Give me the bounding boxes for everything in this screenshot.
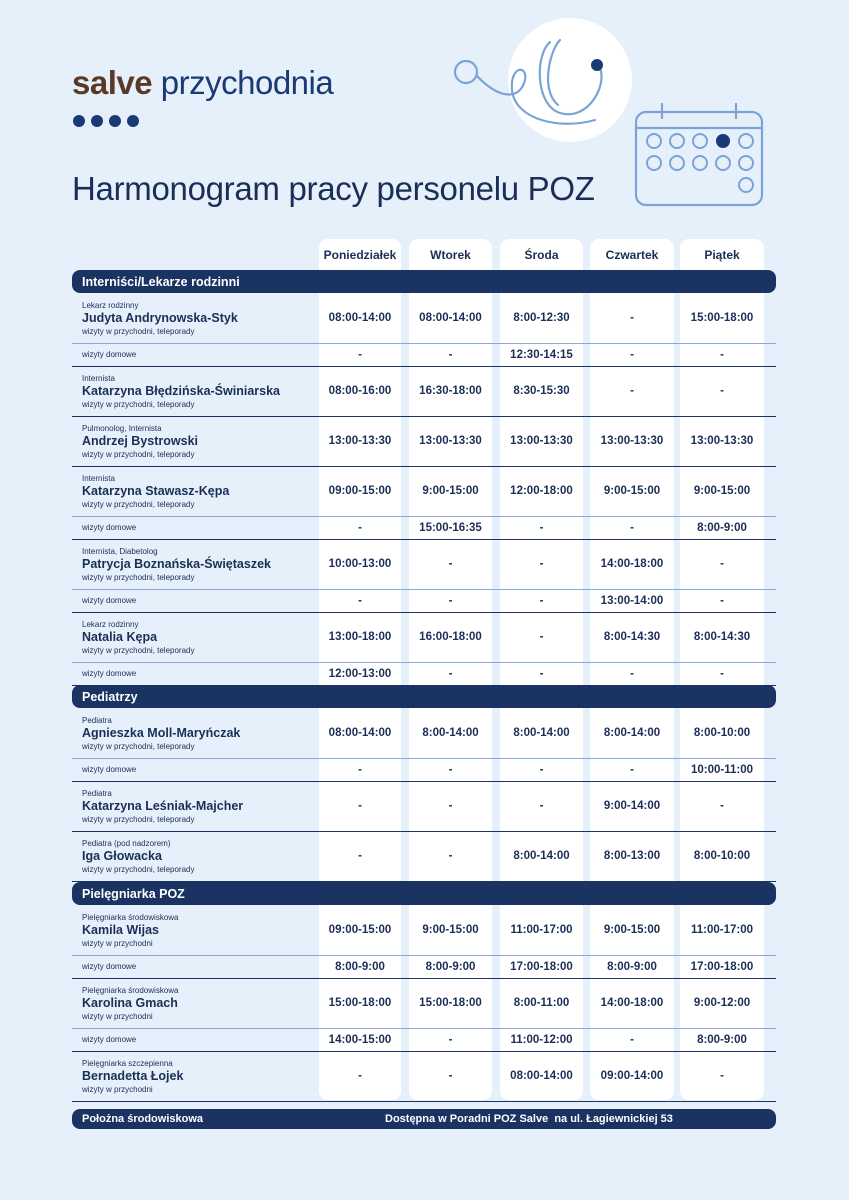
staff-row <box>72 416 776 467</box>
staff-info <box>82 831 195 881</box>
logo-part2: przychodnia <box>160 64 334 101</box>
visit-type: wizyty w przychodni, teleporady <box>82 499 195 509</box>
staff-row <box>72 366 776 417</box>
staff-row <box>72 1051 776 1102</box>
home-hours-cell: - <box>448 1033 453 1046</box>
hours-cell: - <box>720 558 724 570</box>
home-hours-cell: - <box>448 667 453 680</box>
home-visit-row <box>72 589 776 613</box>
day-header: Wtorek <box>430 248 471 262</box>
home-hours-cell: 15:00-16:35 <box>419 521 482 534</box>
home-hours-cell: - <box>358 348 362 361</box>
staff-row <box>72 466 776 517</box>
home-hours-cell: 8:00-9:00 <box>697 1033 747 1046</box>
home-hours-cell: - <box>630 667 634 680</box>
home-hours-cell: 8:00-9:00 <box>697 521 747 534</box>
page-title: Harmonogram pracy personelu POZ <box>72 170 595 207</box>
hours-cell: 8:00-10:00 <box>693 727 751 739</box>
staff-name: Judyta Andrynowska-Styk <box>82 310 238 325</box>
staff-info <box>82 416 198 466</box>
visit-type: wizyty w przychodni, teleporady <box>82 645 195 655</box>
hours-cell: 13:00-13:30 <box>419 435 482 447</box>
staff-info <box>82 539 271 589</box>
home-visit-label: wizyty domowe <box>82 1035 137 1044</box>
home-hours-cell: - <box>358 594 362 607</box>
staff-info <box>82 781 243 831</box>
staff-row <box>72 612 776 663</box>
staff-row <box>72 781 776 832</box>
staff-row <box>72 708 776 759</box>
home-hours-cell: - <box>630 1033 634 1046</box>
hours-cell: 08:00-14:00 <box>328 727 392 739</box>
staff-role: Pediatra <box>82 788 112 798</box>
hours-cell: 8:00-14:30 <box>603 631 661 643</box>
home-hours-cell: 12:00-13:00 <box>328 667 392 680</box>
home-hours-cell: - <box>630 763 634 776</box>
hours-cell: - <box>630 385 634 397</box>
home-visit-label: wizyty domowe <box>82 350 137 359</box>
staff-role: Pielęgniarka środowiskowa <box>82 985 179 995</box>
home-hours-cell: 8:00-9:00 <box>335 960 385 973</box>
visit-type: wizyty w przychodni, teleporady <box>82 449 195 459</box>
home-hours-cell: - <box>630 521 634 534</box>
hours-cell: 09:00-14:00 <box>600 1070 664 1082</box>
day-header: Piątek <box>704 248 740 262</box>
hours-cell: 8:00-14:30 <box>693 631 751 643</box>
day-header: Środa <box>524 248 559 262</box>
hours-cell: - <box>539 800 544 812</box>
home-hours-cell: 17:00-18:00 <box>690 960 754 973</box>
hours-cell: 16:00-18:00 <box>419 631 482 643</box>
hours-cell: 09:00-15:00 <box>328 485 392 497</box>
staff-name: Iga Głowacka <box>82 848 162 863</box>
hours-cell: 9:00-15:00 <box>422 924 479 936</box>
footer-bar <box>72 1109 776 1129</box>
hours-cell: - <box>448 558 453 570</box>
staff-role: Lekarz rodzinny <box>82 619 139 629</box>
home-hours-cell: 8:00-9:00 <box>607 960 657 973</box>
home-hours-cell: 8:00-9:00 <box>425 960 476 973</box>
hours-cell: - <box>448 1070 453 1082</box>
section-header: Pediatrzy <box>72 685 776 708</box>
home-hours-cell: 10:00-11:00 <box>690 763 754 776</box>
hours-cell: 9:00-15:00 <box>603 924 661 936</box>
home-hours-cell: 13:00-14:00 <box>600 594 664 607</box>
staff-role: Pielęgniarka środowiskowa <box>82 912 179 922</box>
staff-info <box>82 293 238 343</box>
home-hours-cell: - <box>539 521 544 534</box>
home-visit-row <box>72 1028 776 1052</box>
hours-cell: 14:00-18:00 <box>600 558 664 570</box>
staff-name: Natalia Kępa <box>82 629 158 644</box>
day-header: Czwartek <box>605 248 659 262</box>
home-visit-row <box>72 516 776 540</box>
hours-cell: 8:30-15:30 <box>513 385 570 397</box>
visit-type: wizyty w przychodni <box>82 1011 153 1021</box>
staff-role: Pediatra (pod nadzorem) <box>82 838 171 848</box>
staff-info <box>82 905 179 955</box>
hours-cell: - <box>720 385 724 397</box>
visit-type: wizyty w przychodni, teleporady <box>82 572 195 582</box>
staff-role: Internista <box>82 473 115 483</box>
home-hours-cell: 12:30-14:15 <box>510 348 573 361</box>
hours-cell: 8:00-11:00 <box>513 997 570 1009</box>
visit-type: wizyty w przychodni, teleporady <box>82 326 195 336</box>
home-hours-cell: - <box>720 348 724 361</box>
staff-name: Andrzej Bystrowski <box>82 433 199 448</box>
staff-row <box>72 539 776 590</box>
home-visit-label: wizyty domowe <box>82 962 137 971</box>
home-visit-label: wizyty domowe <box>82 669 137 678</box>
logo <box>72 66 333 99</box>
footer-label: Położna środowiskowa <box>82 1113 204 1125</box>
hours-cell: 09:00-15:00 <box>328 924 392 936</box>
staff-info <box>82 466 229 516</box>
home-hours-cell: - <box>358 521 362 534</box>
staff-name: Agnieszka Moll-Maryńczak <box>82 725 241 740</box>
logo-part1: salve <box>72 64 153 101</box>
hours-cell: 16:30-18:00 <box>419 385 482 397</box>
hours-cell: - <box>720 1070 724 1082</box>
hours-cell: - <box>539 631 544 643</box>
hours-cell: 14:00-18:00 <box>600 997 664 1009</box>
section-header: Interniści/Lekarze rodzinni <box>72 270 776 293</box>
staff-info <box>82 1051 183 1101</box>
hours-cell: 08:00-14:00 <box>510 1070 573 1082</box>
home-hours-cell: - <box>448 348 453 361</box>
staff-name: Bernadetta Łojek <box>82 1068 184 1083</box>
home-hours-cell: - <box>720 667 724 680</box>
logo-dots <box>73 115 139 127</box>
home-visit-row <box>72 758 776 782</box>
home-visit-label: wizyty domowe <box>82 523 137 532</box>
hours-cell: 8:00-13:00 <box>603 850 661 862</box>
hours-cell: - <box>720 800 724 812</box>
hours-cell: 13:00-13:30 <box>690 435 754 447</box>
staff-name: Katarzyna Błędzińska-Świniarska <box>82 383 280 398</box>
staff-role: Pediatra <box>82 715 112 725</box>
visit-type: wizyty w przychodni, teleporady <box>82 399 195 409</box>
home-hours-cell: - <box>539 667 544 680</box>
staff-role: Pielęgniarka szczepienna <box>82 1058 173 1068</box>
hours-cell: 13:00-13:30 <box>600 435 664 447</box>
staff-row <box>72 831 776 882</box>
staff-name: Katarzyna Leśniak-Majcher <box>82 798 244 813</box>
hours-cell: - <box>358 800 362 812</box>
hours-cell: 8:00-12:30 <box>513 312 570 324</box>
home-hours-cell: - <box>720 594 724 607</box>
staff-role: Pulmonolog, Internista <box>82 423 162 433</box>
staff-name: Kamila Wijas <box>82 922 160 937</box>
staff-role: Internista <box>82 373 115 383</box>
home-hours-cell: 17:00-18:00 <box>510 960 573 973</box>
hours-cell: 8:00-10:00 <box>693 850 751 862</box>
visit-type: wizyty w przychodni, teleporady <box>82 864 195 874</box>
staff-role: Lekarz rodzinny <box>82 300 139 310</box>
staff-info <box>82 708 240 758</box>
hours-cell: - <box>358 1070 362 1082</box>
hours-cell: 13:00-13:30 <box>328 435 392 447</box>
hours-cell: - <box>448 800 453 812</box>
staff-row <box>72 905 776 956</box>
home-hours-cell: - <box>358 763 362 776</box>
staff-row <box>72 293 776 344</box>
home-visit-row <box>72 343 776 367</box>
hours-cell: 12:00-18:00 <box>510 485 573 497</box>
hours-cell: 8:00-14:00 <box>422 727 479 739</box>
home-visit-row <box>72 955 776 979</box>
hours-cell: 9:00-15:00 <box>693 485 751 497</box>
staff-row <box>72 978 776 1029</box>
hours-cell: - <box>448 850 453 862</box>
hours-cell: 9:00-12:00 <box>693 997 751 1009</box>
hours-cell: 9:00-14:00 <box>603 800 661 812</box>
home-hours-cell: 14:00-15:00 <box>328 1033 392 1046</box>
hours-cell: - <box>630 312 634 324</box>
hours-cell: 10:00-13:00 <box>328 558 392 570</box>
footer-text: Dostępna w Poradni POZ Salve na ul. Łagiewnickiej 53 <box>385 1113 673 1125</box>
hours-cell: - <box>539 558 544 570</box>
day-header: Poniedziałek <box>323 248 397 262</box>
hours-cell: 9:00-15:00 <box>603 485 661 497</box>
hours-cell: 11:00-17:00 <box>510 924 573 936</box>
home-hours-cell: - <box>539 763 544 776</box>
home-visit-label: wizyty domowe <box>82 596 137 605</box>
staff-info <box>82 366 280 416</box>
hours-cell: 08:00-16:00 <box>328 385 392 397</box>
staff-name: Patrycja Boznańska-Świętaszek <box>82 556 271 571</box>
home-hours-cell: - <box>448 594 453 607</box>
hours-cell: 8:00-14:00 <box>513 850 570 862</box>
hours-cell: 8:00-14:00 <box>513 727 570 739</box>
visit-type: wizyty w przychodni, teleporady <box>82 741 195 751</box>
visit-type: wizyty w przychodni, teleporady <box>82 814 195 824</box>
home-visit-row <box>72 662 776 686</box>
hours-cell: 13:00-13:30 <box>510 435 573 447</box>
hours-cell: 11:00-17:00 <box>690 924 754 936</box>
hours-cell: 15:00-18:00 <box>328 997 392 1009</box>
staff-role: Internista, Diabetolog <box>82 546 158 556</box>
visit-type: wizyty w przychodni <box>82 938 153 948</box>
hours-cell: 15:00-18:00 <box>419 997 482 1009</box>
staff-name: Katarzyna Stawasz-Kępa <box>82 483 230 498</box>
hours-cell: 15:00-18:00 <box>690 312 754 324</box>
hours-cell: 08:00-14:00 <box>328 312 392 324</box>
visit-type: wizyty w przychodni <box>82 1084 153 1094</box>
home-hours-cell: - <box>539 594 544 607</box>
hours-cell: - <box>358 850 362 862</box>
staff-info <box>82 978 179 1028</box>
home-visit-label: wizyty domowe <box>82 765 137 774</box>
staff-name: Karolina Gmach <box>82 995 178 1010</box>
hours-cell: 9:00-15:00 <box>422 485 479 497</box>
staff-info <box>82 612 195 662</box>
home-hours-cell: - <box>630 348 634 361</box>
section-header: Pielęgniarka POZ <box>72 882 776 905</box>
hours-cell: 08:00-14:00 <box>419 312 482 324</box>
hours-cell: 8:00-14:00 <box>603 727 661 739</box>
hours-cell: 13:00-18:00 <box>328 631 392 643</box>
home-hours-cell: - <box>448 763 453 776</box>
home-hours-cell: 11:00-12:00 <box>510 1033 573 1046</box>
